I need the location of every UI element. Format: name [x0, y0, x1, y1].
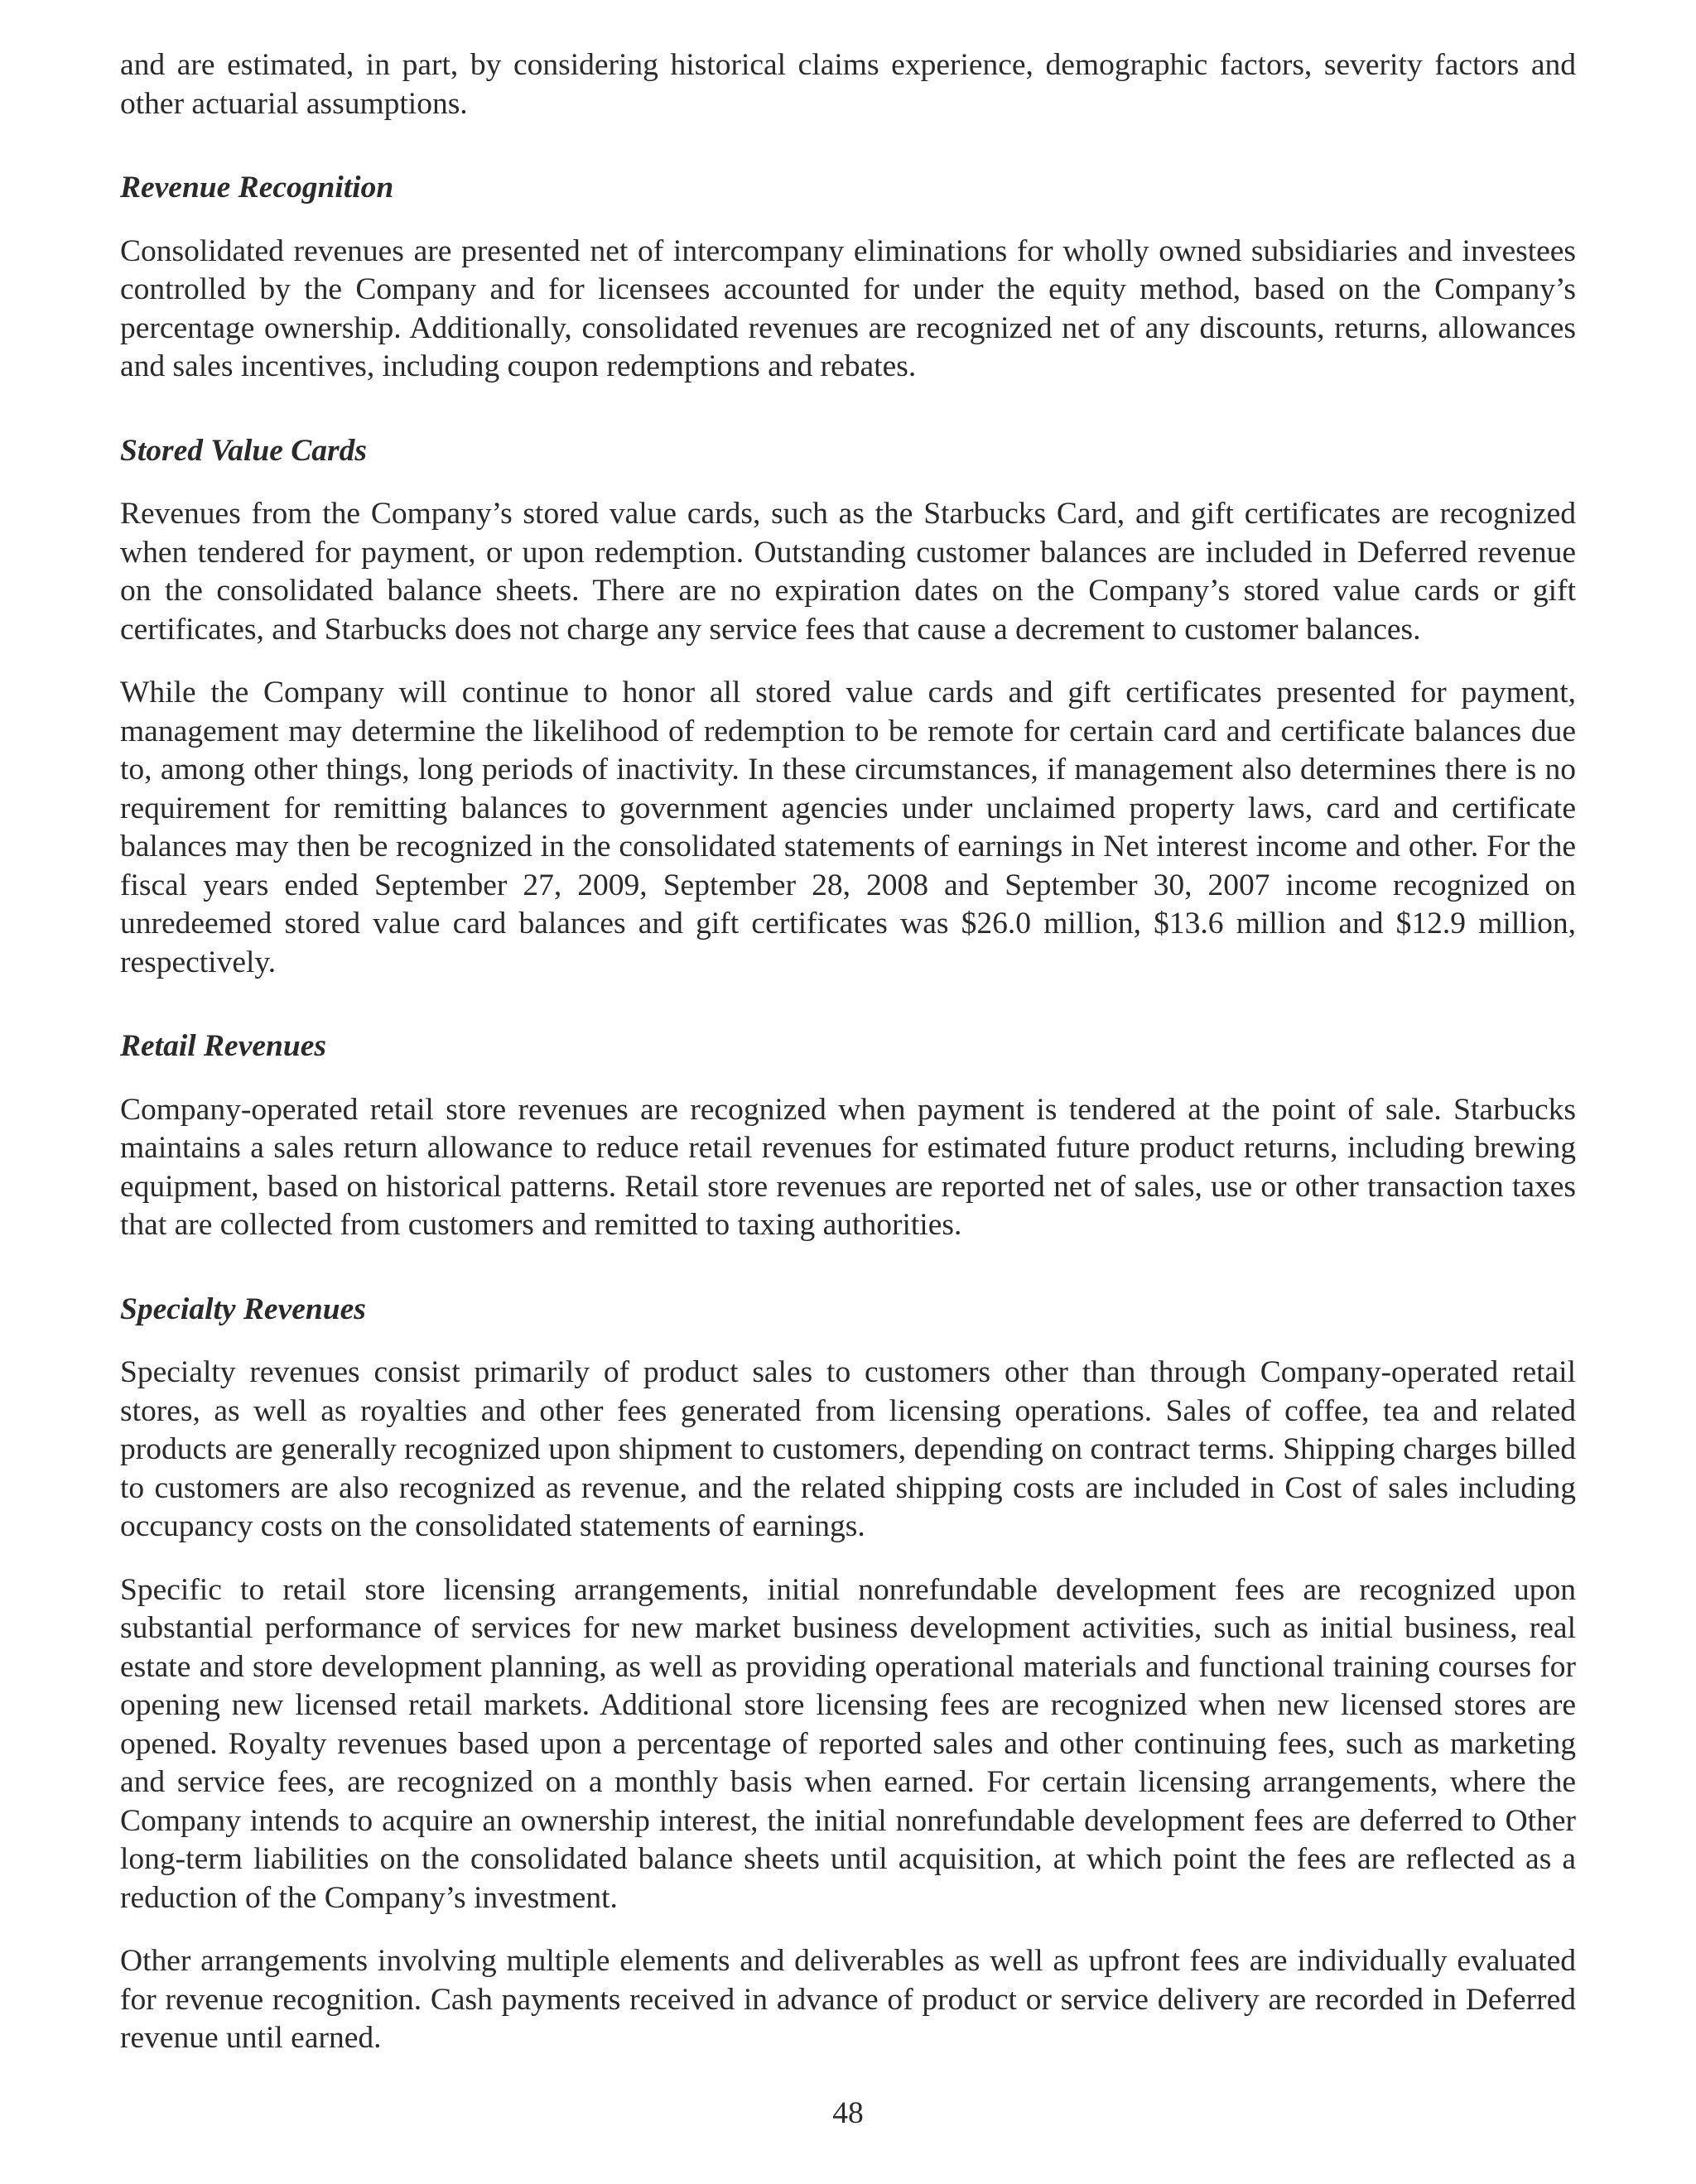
- paragraph-stored-value-cards-1: Revenues from the Company’s stored value cards, such as the Starbucks Card, and gift certificates are recognized when tendered for payment, or upon redemption. Outstanding customer balances are included in Deferred revenue on the consolidated balance sheets. There are no expiration dates on the Company’s stored value cards or gift certificates, and Starbucks does not charge any service fees that cause a decrement to customer balances.: [120, 497, 1576, 647]
- paragraph-specialty-revenues-1: Specialty revenues consist primarily of product sales to customers other than through Company-operated retail stores, as well as royalties and other fees generated from licensing operations. Sales of coffee, tea and related products are generally recognized upon shipment to customers, depending on contract terms. Shipping charges billed to customers are also recognized as revenue, and the related shipping costs are included in Cost of sales including occupancy costs on the consolidated statements of earnings.: [120, 1355, 1576, 1543]
- paragraph-retail-revenues-1: Company-operated retail store revenues are recognized when payment is tendered at the point of sale. Starbucks maintains a sales return allowance to reduce retail revenues for estimated future product returns, including brewing equipment, based on historical patterns. Retail store revenues are reported net of sales, use or other transaction taxes that are collected from customers and remitted to taxing authorities.: [120, 1092, 1576, 1242]
- heading-retail-revenues: Retail Revenues: [120, 1029, 326, 1063]
- intro-paragraph: and are estimated, in part, by considering historical claims experience, demographic factors, severity factors and other actuarial assumptions.: [120, 48, 1576, 121]
- paragraph-revenue-recognition-1: Consolidated revenues are presented net of intercompany eliminations for wholly owned subsidiaries and investees controlled by the Company and for licensees accounted for under the equity method, based on the Company’s percentage ownership. Additionally, consolidated revenues are recognized net of any discounts, returns, allowances and sales incentives, including coupon redemptions and rebates.: [120, 233, 1576, 383]
- heading-stored-value-cards: Stored Value Cards: [120, 433, 367, 468]
- heading-revenue-recognition: Revenue Recognition: [120, 171, 394, 204]
- heading-specialty-revenues: Specialty Revenues: [120, 1292, 366, 1326]
- document-page: [120, 46, 1576, 2058]
- paragraph-specialty-revenues-3: Other arrangements involving multiple elements and deliverables as well as upfront fees are individually evaluated for revenue recognition. Cash payments received in advance of product or service delivery are recorded in Deferred revenue until earned.: [120, 1944, 1576, 2055]
- page-number: 48: [832, 2096, 864, 2130]
- paragraph-stored-value-cards-2: While the Company will continue to honor all stored value cards and gift certificates presented for payment, management may determine the likelihood of redemption to be remote for certain card and certificate balances due to, among other things, long periods of inactivity. In these circumstances, if management also determines there is no requirement for remitting balances to government agencies under unclaimed property laws, card and certificate balances may then be recognized in the consolidated statements of earnings in Net interest income and other. For the fiscal years ended September 27, 2009, September 28, 2008 and September 30, 2007 income recognized on unredeemed stored value card balances and gift certificates was $26.0 million, $13.6 million and $12.9 million, respectively.: [120, 676, 1576, 979]
- paragraph-specialty-revenues-2: Specific to retail store licensing arrangements, initial nonrefundable development fees are recognized upon substantial performance of services for new market business development activities, such as initial business, real estate and store development planning, as well as providing operational materials and functional training courses for opening new licensed retail markets. Additional store licensing fees are recognized when new licensed stores are opened. Royalty revenues based upon a percentage of reported sales and other continuing fees, such as marketing and service fees, are recognized on a monthly basis when earned. For certain licensing arrangements, where the Company intends to acquire an ownership interest, the initial nonrefundable development fees are deferred to Other long-term liabilities on the consolidated balance sheets until acquisition, at which point the fees are reflected as a reduction of the Company’s investment.: [120, 1572, 1576, 1915]
